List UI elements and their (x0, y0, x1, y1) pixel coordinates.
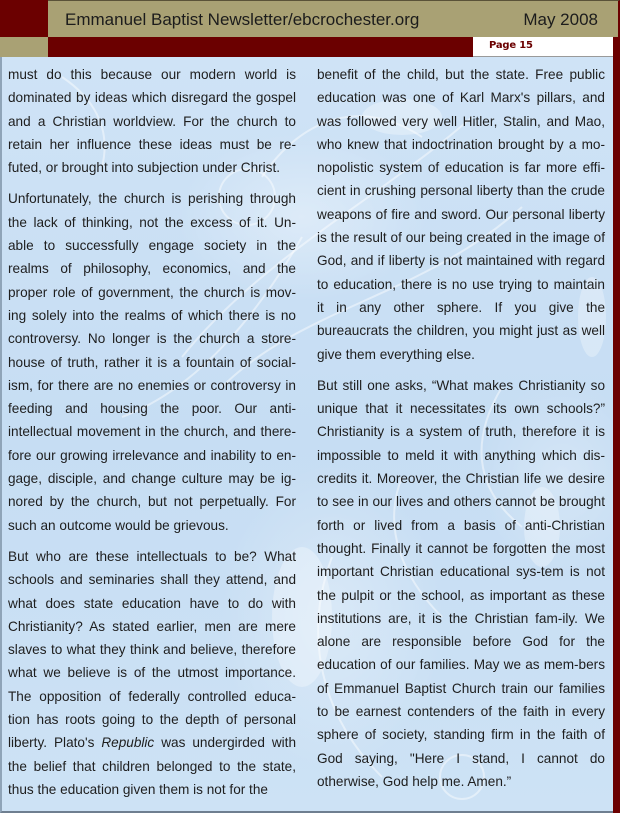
header-bar (48, 0, 620, 37)
right-column (317, 63, 605, 801)
issue-date: May 2008 (523, 10, 598, 29)
page-number: Page 15 (489, 40, 533, 51)
page-number-box (473, 37, 613, 57)
left-column (8, 63, 296, 809)
paragraph (8, 545, 296, 801)
paragraph: Unfortunately, the church is perishing through the lack of thinking, not the excess of it. Un-able to successfully engage society in the realms of philosophy, economics, and the proper role of government, the church is mov-ing solely into the realms of which there is no controversy. No longer is the church a store-house of truth, rather it is a fountain of social-ism, for there are no enemies or controversy in feeding and housing the poor. Our anti-intellectual movement in the church, and there-fore our growing irrelevance and inability to en-gage, disciple, and change culture may be ig-nored by the church, but not perpetually. For such an outcome would be grievous. (8, 191, 296, 533)
paragraph-text: was undergirded with the belief that children belonged to the state, thus the education given them is not for the (8, 735, 297, 797)
paragraph-text: But who are these intellectuals to be? What schools and seminaries shall they attend, and what does state education have to do with Christianity? As stated earlier, men are mere slaves to what they think and believe, therefore what we believe is of the utmost importance. The opposition of federally controlled educa-tion has roots going to the depth of personal liberty. Plato's (8, 548, 296, 751)
subheader-corner-block (0, 37, 48, 57)
header-corner-block (0, 0, 48, 37)
paragraph: But still one asks, “What makes Christianity so unique that it necessitates its own schools?” Christianity is a system of truth, therefore it is impossible to meld it with anything which dis-credits it. Moreover, the Christian life we desire to see in our lives and others cannot be brought forth or lived from a basis of anti-Christian thought. Finally it cannot be forgotten the most important Christian educational sys-tem is not the pulpit or the school, as important as these institutions are, it is the Christian fam-ily. We alone are responsible before God for the education of our families. May we as mem-bers of Emmanuel Baptist Church train our families to be earnest contenders of the faith in every sphere of society, standing firm in the faith of God saying, "Here I stand, I cannot do otherwise, God help me. Amen.” (317, 377, 605, 789)
paragraph: must do this because our modern world is dominated by ideas which disregard the gospel and a Christian worldview. For the church to retain her influence these ideas must be re-futed, or brought into subjection under Christ. (8, 67, 296, 176)
subheader-bar (48, 37, 473, 57)
right-border (613, 37, 620, 813)
article-body (0, 57, 613, 813)
book-title-republic: Republic (101, 735, 155, 751)
paragraph: benefit of the child, but the state. Free public education was one of Karl Marx's pillars, and was followed very well Hitler, Stalin, and Mao, who knew that indoctrination brought by a mo-nopolistic system of education is far more effi-cient in crushing personal liberty than the crude weapons of fire and sword. Our personal liberty is the result of our being created in the image of God, and if liberty is not maintained with regard to education, there is no use trying to maintain it in any other sphere. If you give the bureaucrats the children, you might just as well give them everything else. (317, 67, 605, 362)
newsletter-title: Emmanuel Baptist Newsletter/ebcrochester.org (65, 10, 420, 29)
